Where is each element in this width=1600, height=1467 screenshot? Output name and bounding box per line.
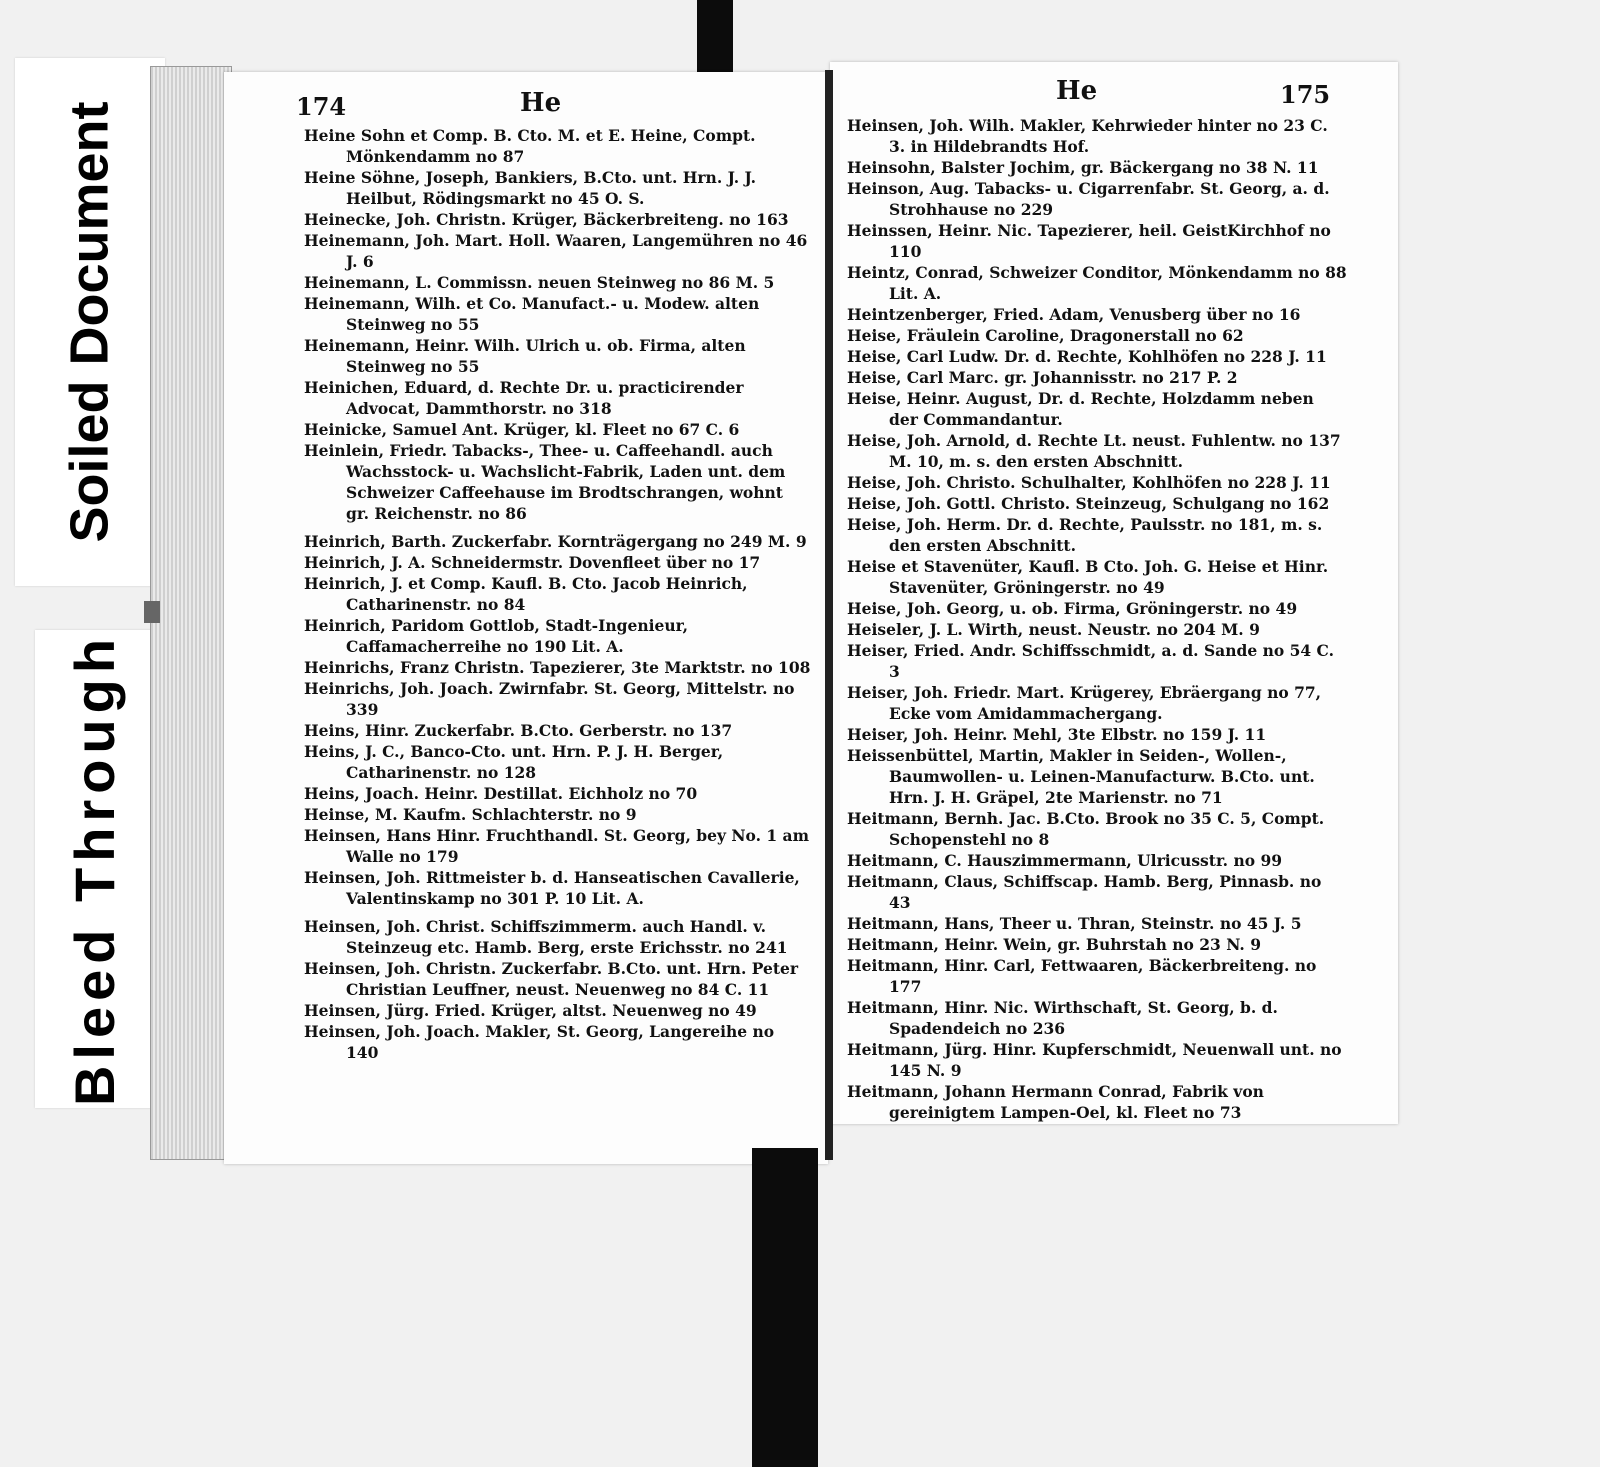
directory-entry: Heinson, Aug. Tabacks- u. Cigarrenfabr. St. Georg, a. d. Strohhause no 229 xyxy=(847,179,1330,219)
directory-entry: Heinssen, Heinr. Nic. Tapezierer, heil. GeistKirchhof no 110 xyxy=(847,221,1331,261)
book-page-edges xyxy=(150,66,232,1160)
directory-entry: Heitmann, Hinr. Nic. Wirthschaft, St. Georg, b. d. Spadendeich no 236 xyxy=(847,998,1278,1038)
bleed-through-label xyxy=(35,630,155,1108)
left-page-entries xyxy=(304,125,811,1063)
directory-entry: Heinsen, Joh. Joach. Makler, St. Georg, Langereihe no 140 xyxy=(304,1022,775,1062)
directory-entry: Heinemann, Heinr. Wilh. Ulrich u. ob. Firma, alten Steinweg no 55 xyxy=(304,336,746,376)
directory-entry: Heise, Joh. Georg, u. ob. Firma, Gröningerstr. no 49 xyxy=(847,599,1298,618)
directory-entry: Heise, Heinr. August, Dr. d. Rechte, Holzdamm neben der Commandantur. xyxy=(847,389,1314,429)
directory-entry: Heinicke, Samuel Ant. Krüger, kl. Fleet no 67 C. 6 xyxy=(304,420,740,439)
directory-entry: Heitmann, Hans, Theer u. Thran, Steinstr. no 45 J. 5 xyxy=(847,914,1302,933)
directory-entry: Heinrich, J. et Comp. Kaufl. B. Cto. Jacob Heinrich, Catharinenstr. no 84 xyxy=(304,574,748,614)
right-page-entries xyxy=(847,115,1347,1123)
directory-entry: Heinsen, Joh. Rittmeister b. d. Hanseatischen Cavallerie, Valentinskamp no 301 P. 10 Lit. A. xyxy=(304,868,800,908)
directory-entry: Heinrich, Barth. Zuckerfabr. Kornträgergang no 249 M. 9 xyxy=(304,532,807,551)
directory-entry: Heine Söhne, Joseph, Bankiers, B.Cto. unt. Hrn. J. J. Heilbut, Rödingsmarkt no 45 O. S. xyxy=(304,168,757,208)
bookmark-ribbon-top xyxy=(697,0,733,78)
directory-entry: Heise, Joh. Arnold, d. Rechte Lt. neust. Fuhlentw. no 137 M. 10, m. s. den ersten Abschnitt. xyxy=(847,431,1341,471)
left-page-heading: He xyxy=(520,88,562,118)
directory-entry: Heitmann, Hinr. Carl, Fettwaaren, Bäckerbreiteng. no 177 xyxy=(847,956,1317,996)
directory-entry: Heinichen, Eduard, d. Rechte Dr. u. practicirender Advocat, Dammthorstr. no 318 xyxy=(304,378,744,418)
directory-entry: Heinrich, J. A. Schneidermstr. Dovenfleet über no 17 xyxy=(304,553,761,572)
soiled-document-text: Soiled Document xyxy=(60,101,121,543)
directory-entry: Heinsen, Joh. Christ. Schiffszimmerm. auch Handl. v. Steinzeug etc. Hamb. Berg, erste Erichsstr. no 241 xyxy=(304,917,788,957)
directory-entry: Heinrich, Paridom Gottlob, Stadt-Ingenieur, Caffamacherreihe no 190 Lit. A. xyxy=(304,616,689,656)
directory-entry: Heise, Carl Marc. gr. Johannisstr. no 217 P. 2 xyxy=(847,368,1238,387)
page-tab xyxy=(144,601,160,623)
directory-entry: Heinsen, Joh. Wilh. Makler, Kehrwieder hinter no 23 C. 3. in Hildebrandts Hof. xyxy=(847,116,1328,156)
directory-entry: Heiseler, J. L. Wirth, neust. Neustr. no 204 M. 9 xyxy=(847,620,1260,639)
directory-entry: Heinsohn, Balster Jochim, gr. Bäckergang no 38 N. 11 xyxy=(847,158,1319,177)
directory-entry: Heins, Hinr. Zuckerfabr. B.Cto. Gerberstr. no 137 xyxy=(304,721,733,740)
directory-entry: Heintz, Conrad, Schweizer Conditor, Mönkendamm no 88 Lit. A. xyxy=(847,263,1347,303)
directory-entry: Heinrichs, Joh. Joach. Zwirnfabr. St. Georg, Mittelstr. no 339 xyxy=(304,679,795,719)
directory-entry: Heise, Joh. Gottl. Christo. Steinzeug, Schulgang no 162 xyxy=(847,494,1330,513)
directory-entry: Heinemann, Wilh. et Co. Manufact.- u. Modew. alten Steinweg no 55 xyxy=(304,294,760,334)
directory-entry: Heinemann, L. Commissn. neuen Steinweg no 86 M. 5 xyxy=(304,273,775,292)
directory-entry: Heitmann, Jürg. Hinr. Kupferschmidt, Neuenwall unt. no 145 N. 9 xyxy=(847,1040,1342,1080)
book-gutter xyxy=(825,70,833,1160)
directory-entry: Heinlein, Friedr. Tabacks-, Thee- u. Caffeehandl. auch Wachsstock- u. Wachslicht-Fabrik, Laden unt. dem Schweizer Caffeehause im Brodtschrangen, wohnt gr. Reichenstr. no 86 xyxy=(304,441,786,523)
directory-entry: Heitmann, Heinr. Wein, gr. Buhrstah no 23 N. 9 xyxy=(847,935,1261,954)
directory-entry: Heins, Joach. Heinr. Destillat. Eichholz no 70 xyxy=(304,784,698,803)
directory-entry: Heitmann, C. Hauszimmermann, Ulricusstr. no 99 xyxy=(847,851,1283,870)
directory-entry: Heinecke, Joh. Christn. Krüger, Bäckerbreiteng. no 163 xyxy=(304,210,789,229)
directory-entry: Heinse, M. Kaufm. Schlachterstr. no 9 xyxy=(304,805,637,824)
directory-entry: Heiser, Joh. Friedr. Mart. Krügerey, Ebräergang no 77, Ecke vom Amidammachergang. xyxy=(847,683,1322,723)
right-page-heading: He xyxy=(1056,76,1098,106)
directory-entry: Heise, Joh. Christo. Schulhalter, Kohlhöfen no 228 J. 11 xyxy=(847,473,1331,492)
soiled-document-label xyxy=(15,58,165,586)
directory-entry: Heise et Stavenüter, Kaufl. B Cto. Joh. G. Heise et Hinr. Stavenüter, Gröningerstr. no 49 xyxy=(847,557,1329,597)
directory-entry: Heise, Joh. Herm. Dr. d. Rechte, Paulsstr. no 181, m. s. den ersten Abschnitt. xyxy=(847,515,1323,555)
directory-entry: Heiser, Fried. Andr. Schiffsschmidt, a. d. Sande no 54 C. 3 xyxy=(847,641,1335,681)
directory-entry: Heintzenberger, Fried. Adam, Venusberg über no 16 xyxy=(847,305,1301,324)
directory-entry: Heinsen, Jürg. Fried. Krüger, altst. Neuenweg no 49 xyxy=(304,1001,757,1020)
directory-entry: Heinrichs, Franz Christn. Tapezierer, 3te Marktstr. no 108 xyxy=(304,658,811,677)
directory-entry: Heitmann, Bernh. Jac. B.Cto. Brook no 35 C. 5, Compt. Schopenstehl no 8 xyxy=(847,809,1325,849)
directory-entry: Heitmann, Johann Hermann Conrad, Fabrik von gereinigtem Lampen-Oel, kl. Fleet no 73 xyxy=(847,1082,1264,1122)
directory-entry: Heitmann, Claus, Schiffscap. Hamb. Berg, Pinnasb. no 43 xyxy=(847,872,1322,912)
directory-entry: Heise, Fräulein Caroline, Dragonerstall no 62 xyxy=(847,326,1244,345)
directory-entry: Heins, J. C., Banco-Cto. unt. Hrn. P. J. H. Berger, Catharinenstr. no 128 xyxy=(304,742,724,782)
directory-entry: Heise, Carl Ludw. Dr. d. Rechte, Kohlhöfen no 228 J. 11 xyxy=(847,347,1327,366)
right-page-number: 175 xyxy=(1280,80,1331,109)
left-page-number: 174 xyxy=(296,92,347,121)
directory-entry: Heine Sohn et Comp. B. Cto. M. et E. Heine, Compt. Mönkendamm no 87 xyxy=(304,126,756,166)
directory-entry: Heiser, Joh. Heinr. Mehl, 3te Elbstr. no 159 J. 11 xyxy=(847,725,1267,744)
directory-entry: Heinsen, Joh. Christn. Zuckerfabr. B.Cto. unt. Hrn. Peter Christian Leuffner, neust. Neuenweg no 84 C. 11 xyxy=(304,959,799,999)
directory-entry: Heissenbüttel, Martin, Makler in Seiden-, Wollen-, Baumwollen- u. Leinen-Manufacturw. B.Cto. unt. Hrn. J. H. Gräpel, 2te Marienstr. no 71 xyxy=(847,746,1315,807)
bleed-through-text: Bleed Through xyxy=(63,632,127,1106)
directory-entry: Heinsen, Hans Hinr. Fruchthandl. St. Georg, bey No. 1 am Walle no 179 xyxy=(304,826,809,866)
directory-entry: Heinemann, Joh. Mart. Holl. Waaren, Langemühren no 46 J. 6 xyxy=(304,231,808,271)
bookmark-ribbon-bottom xyxy=(752,1148,818,1467)
